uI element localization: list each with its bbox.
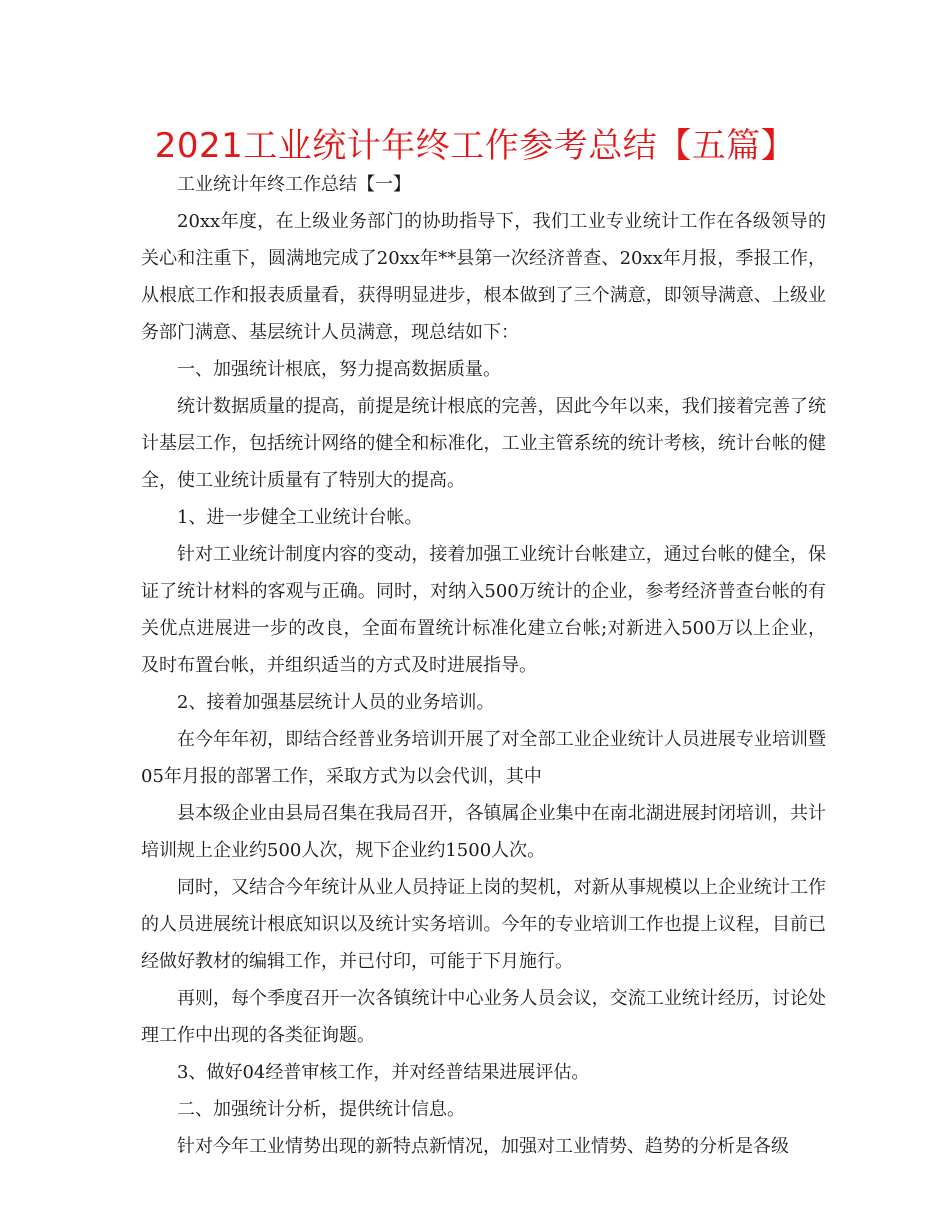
body-paragraph: 同时，又结合今年统计从业人员持证上岗的契机，对新从事规模以上企业统计工作的人员进展统计根底知识以及统计实务培训。今年的专业培训工作也提上议程，目前已经做好教材的编辑工作，并已付印，可能于下月施行。 bbox=[141, 877, 826, 972]
body-paragraph: 统计数据质量的提高，前提是统计根底的完善，因此今年以来，我们接着完善了统计基层工作，包括统计网络的健全和标准化，工业主管系统的统计考核，统计台帐的健全，使工业统计质量有了特别大的提高。 bbox=[141, 396, 826, 491]
section-heading: 一、加强统计根底，努力提高数据质量。 bbox=[177, 359, 501, 380]
document-body bbox=[141, 166, 826, 1165]
section-heading: 工业统计年终工作总结【一】 bbox=[177, 174, 411, 195]
body-paragraph: 针对工业统计制度内容的变动，接着加强工业统计台帐建立，通过台帐的健全，保证了统计材料的客观与正确。同时，对纳入500万统计的企业，参考经济普查台帐的有关优点进展进一步的改良，全面布置统计标准化建立台帐;对新进入500万以上企业，及时布置台帐，并组织适当的方式及时进展指导。 bbox=[141, 544, 826, 676]
body-paragraph: 20xx年度，在上级业务部门的协助指导下，我们工业专业统计工作在各级领导的关心和注重下，圆满地完成了20xx年**县第一次经济普查、20xx年月报，季报工作，从根底工作和报表质量看，获得明显进步，根本做到了三个满意，即领导满意、上级业务部门满意、基层统计人员满意，现总结如下： bbox=[141, 211, 826, 343]
body-paragraph: 针对今年工业情势出现的新特点新情况，加强对工业情势、趋势的分析是各级 bbox=[177, 1136, 789, 1157]
subsection-heading: 1、进一步健全工业统计台帐。 bbox=[177, 507, 423, 528]
body-paragraph: 县本级企业由县局召集在我局召开，各镇属企业集中在南北湖进展封闭培训，共计培训规上企业约500人次，规下企业约1500人次。 bbox=[141, 803, 826, 861]
subsection-heading: 2、接着加强基层统计人员的业务培训。 bbox=[177, 692, 495, 713]
section-heading: 二、加强统计分析，提供统计信息。 bbox=[177, 1099, 465, 1120]
subsection-heading: 3、做好04经普审核工作，并对经普结果进展评估。 bbox=[177, 1062, 590, 1083]
document-title: 2021工业统计年终工作参考总结【五篇】 bbox=[154, 126, 796, 166]
body-paragraph: 在今年年初，即结合经普业务培训开展了对全部工业企业统计人员进展专业培训暨05年月报的部署工作，采取方式为以会代训，其中 bbox=[141, 729, 826, 787]
body-paragraph: 再则，每个季度召开一次各镇统计中心业务人员会议，交流工业统计经历，讨论处理工作中出现的各类征询题。 bbox=[141, 988, 826, 1046]
